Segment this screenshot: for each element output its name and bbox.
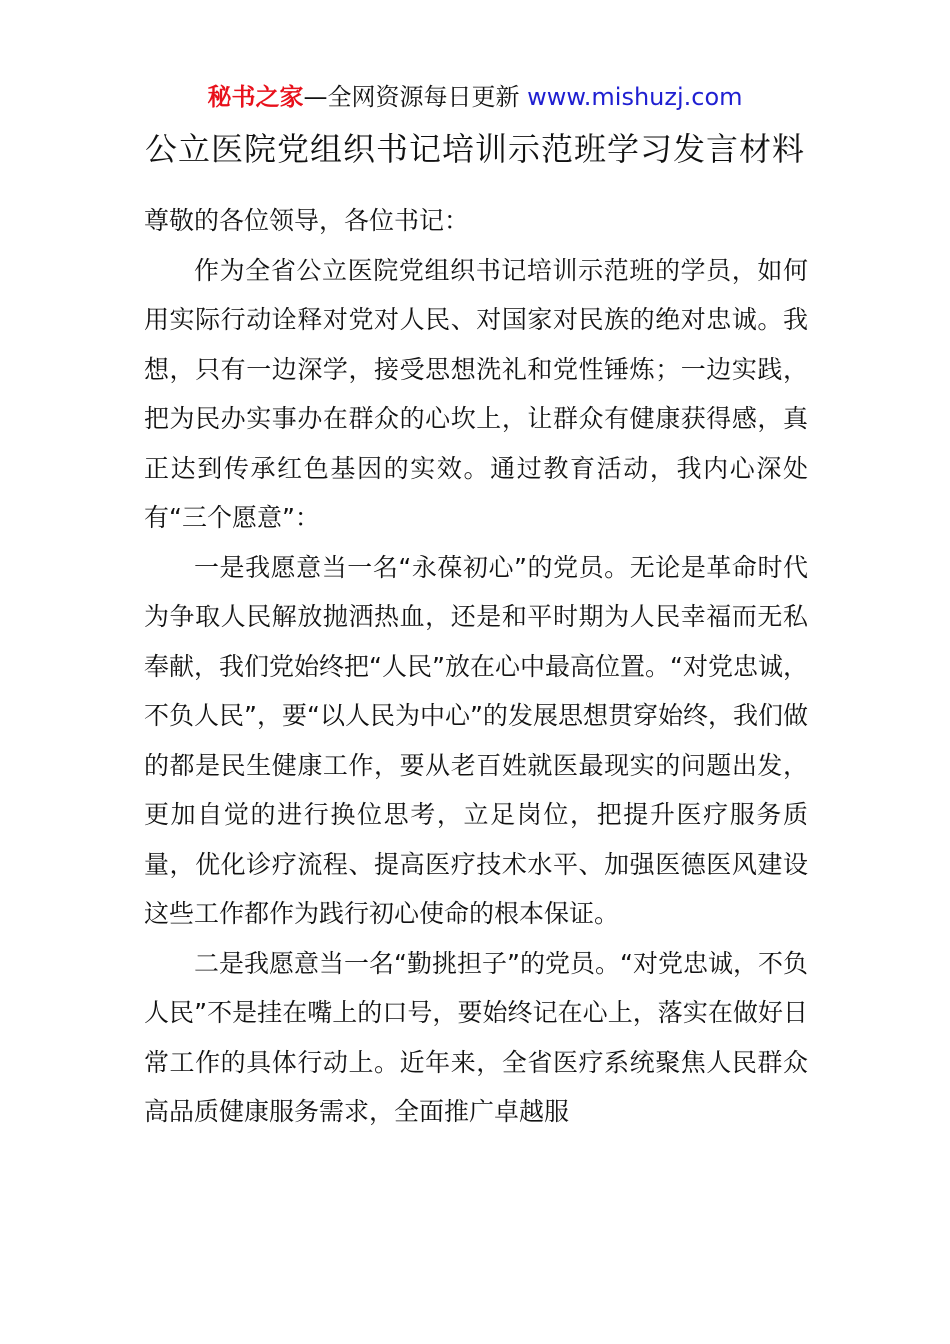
site-tagline: —全网资源每日更新 xyxy=(303,83,528,111)
paragraph-point-one: 一是我愿意当一名“永葆初心”的党员。无论是革命时代为争取人民解放抛洒热血，还是和平时期为人民幸福而无私奉献，我们党始终把“人民”放在心中最高位置。“对党忠诚，不负人民”，要“以人民为中心”的发展思想贯穿始终，我们做的都是民生健康工作，要从老百姓就医最现实的问题出发，更加自觉的进行换位思考，立足岗位，把提升医疗服务质量，优化诊疗流程、提高医疗技术水平、加强医德医风建设这些工作都作为践行初心使命的根本保证。 xyxy=(144,552,808,928)
document-body xyxy=(144,196,808,1137)
paragraph-intro: 作为全省公立医院党组织书记培训示范班的学员，如何用实际行动诠释对党对人民、对国家对民族的绝对忠诚。我想，只有一边深学，接受思想洗礼和党性锤炼；一边实践，把为民办实事办在群众的心坎上，让群众有健康获得感，真正达到传承红色基因的实效。通过教育活动，我内心深处有“三个愿意”： xyxy=(144,255,808,532)
paragraph-point-two: 二是我愿意当一名“勤挑担子”的党员。“对党忠诚，不负人民”不是挂在嘴上的口号，要始终记在心上，落实在做好日常工作的具体行动上。近年来，全省医疗系统聚焦人民群众高品质健康服务需求，全面推广卓越服 xyxy=(144,948,808,1126)
salutation: 尊敬的各位领导，各位书记： xyxy=(144,206,470,235)
document-title: 公立医院党组织书记培训示范班学习发言材料 xyxy=(144,130,805,168)
site-url-link[interactable]: www.mishuzj.com xyxy=(527,83,743,111)
site-header xyxy=(0,80,950,114)
site-brand: 秘书之家 xyxy=(207,83,304,111)
